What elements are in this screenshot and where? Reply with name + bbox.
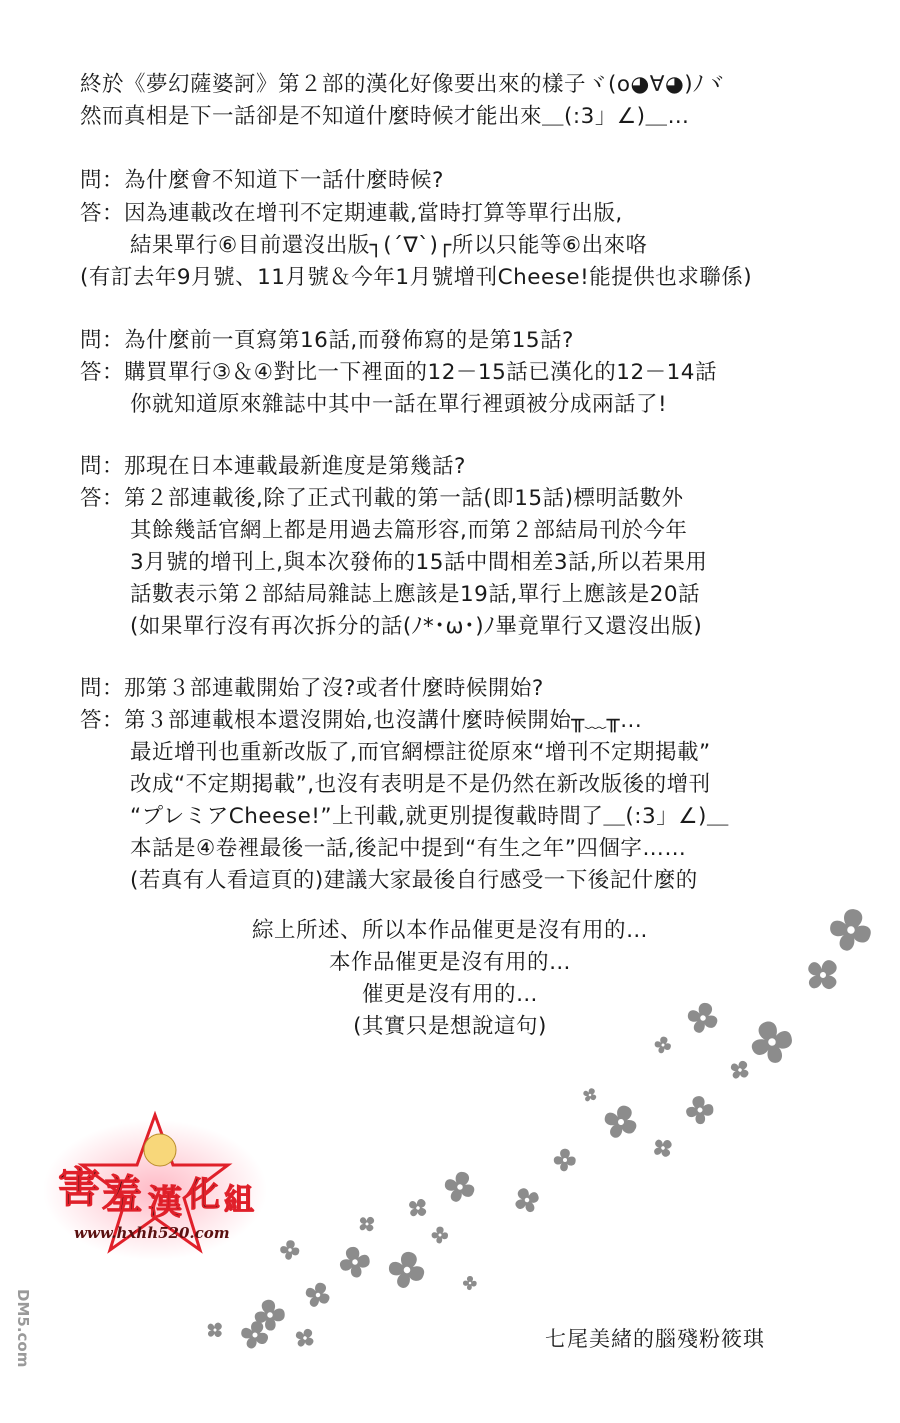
conclusion-line-1: 綜上所述、所以本作品催更是沒有用的… bbox=[251, 918, 648, 943]
qa4-answer-line-6: (若真有人看這頁的)建議大家最後自行感受一下後記什麼的 bbox=[130, 868, 698, 893]
conclusion-line-3: 催更是沒有用的… bbox=[361, 982, 538, 1007]
watermark-text: DM5.com bbox=[14, 1289, 32, 1368]
qa3-answer-line-2: 其餘幾話官網上都是用過去篇形容,而第２部結局刊於今年 bbox=[130, 518, 688, 543]
qa3-question: 問：那現在日本連載最新進度是第幾話? bbox=[80, 454, 466, 479]
qa3-answer-line-3: 3月號的增刊上,與本次發佈的15話中間相差3話,所以若果用 bbox=[130, 550, 708, 575]
logo-char-3: 漢 bbox=[148, 1183, 182, 1223]
logo-char-2: 羞 bbox=[102, 1171, 142, 1218]
qa3-answer-line-5: (如果單行沒有再次拆分的話(ﾉ*･ω･)ﾉ畢竟單行又還沒出版) bbox=[130, 614, 703, 639]
qa1-question: 問：為什麼會不知道下一話什麼時候? bbox=[80, 168, 444, 193]
qa2-question: 問：為什麼前一頁寫第16話,而發佈寫的是第15話? bbox=[80, 328, 574, 353]
site-watermark bbox=[0, 1285, 32, 1405]
qa4-question: 問：那第３部連載開始了沒?或者什麼時候開始? bbox=[80, 676, 544, 701]
qa4-answer-line-4: “プレミアCheese!”上刊載,就更別提復載時間了＿(:3」∠)＿ bbox=[130, 804, 729, 829]
group-logo bbox=[40, 1110, 270, 1260]
conclusion-line-4: (其實只是想說這句) bbox=[353, 1014, 547, 1039]
logo-char-1: 害 bbox=[58, 1163, 101, 1212]
qa4-answer-line-5: 本話是④卷裡最後一話,後記中提到“有生之年”四個字…… bbox=[130, 836, 687, 861]
signature: 七尾美緒的腦殘粉筱琪 bbox=[545, 1327, 765, 1351]
flower-icon bbox=[203, 906, 874, 1352]
qa4-answer-line-3: 改成“不定期掲載”,也沒有表明是不是仍然在新改版後的增刊 bbox=[130, 772, 711, 797]
qa1-answer-line-3: (有訂去年9月號、11月號＆今年1月號增刊Cheese!能提供也求聯係) bbox=[80, 265, 753, 290]
logo-url: www.hxhh520.com bbox=[74, 1224, 230, 1242]
qa1-answer-line-2: 結果單行⑥目前還沒出版┐(´∇`)┌所以只能等⑥出來咯 bbox=[130, 233, 648, 258]
qa4-answer-line-1: 答：第３部連載根本還沒開始,也沒講什麼時候開始╥﹏╥... bbox=[80, 708, 643, 733]
qa4-answer-line-2: 最近增刊也重新改版了,而官網標註從原來“增刊不定期掲載” bbox=[130, 740, 711, 765]
qa2-answer-line-1: 答：購買單行③＆④對比一下裡面的12－15話已漢化的12－14話 bbox=[80, 360, 717, 385]
qa3-answer-line-1: 答：第２部連載後,除了正式刊載的第一話(即15話)標明話數外 bbox=[80, 486, 684, 511]
conclusion-line-2: 本作品催更是沒有用的… bbox=[328, 950, 571, 975]
qa2-answer-line-2: 你就知道原來雜誌中其中一話在單行裡頭被分成兩話了! bbox=[130, 392, 668, 417]
logo-char-4: 化 bbox=[186, 1175, 220, 1215]
intro-line-2: 然而真相是下一話卻是不知道什麼時候才能出來＿(:3」∠)＿… bbox=[80, 104, 690, 129]
qa3-answer-line-4: 話數表示第２部結局雜誌上應該是19話,單行上應該是20話 bbox=[130, 582, 701, 607]
logo-char-5: 組 bbox=[224, 1183, 254, 1218]
intro-line-1: 終於《夢幻薩婆訶》第２部的漢化好像要出來的樣子ヾ(o◕∀◕)ﾉヾ bbox=[80, 72, 727, 97]
qa1-answer-line-1: 答：因為連載改在增刊不定期連載,當時打算等單行出版, bbox=[80, 201, 623, 226]
